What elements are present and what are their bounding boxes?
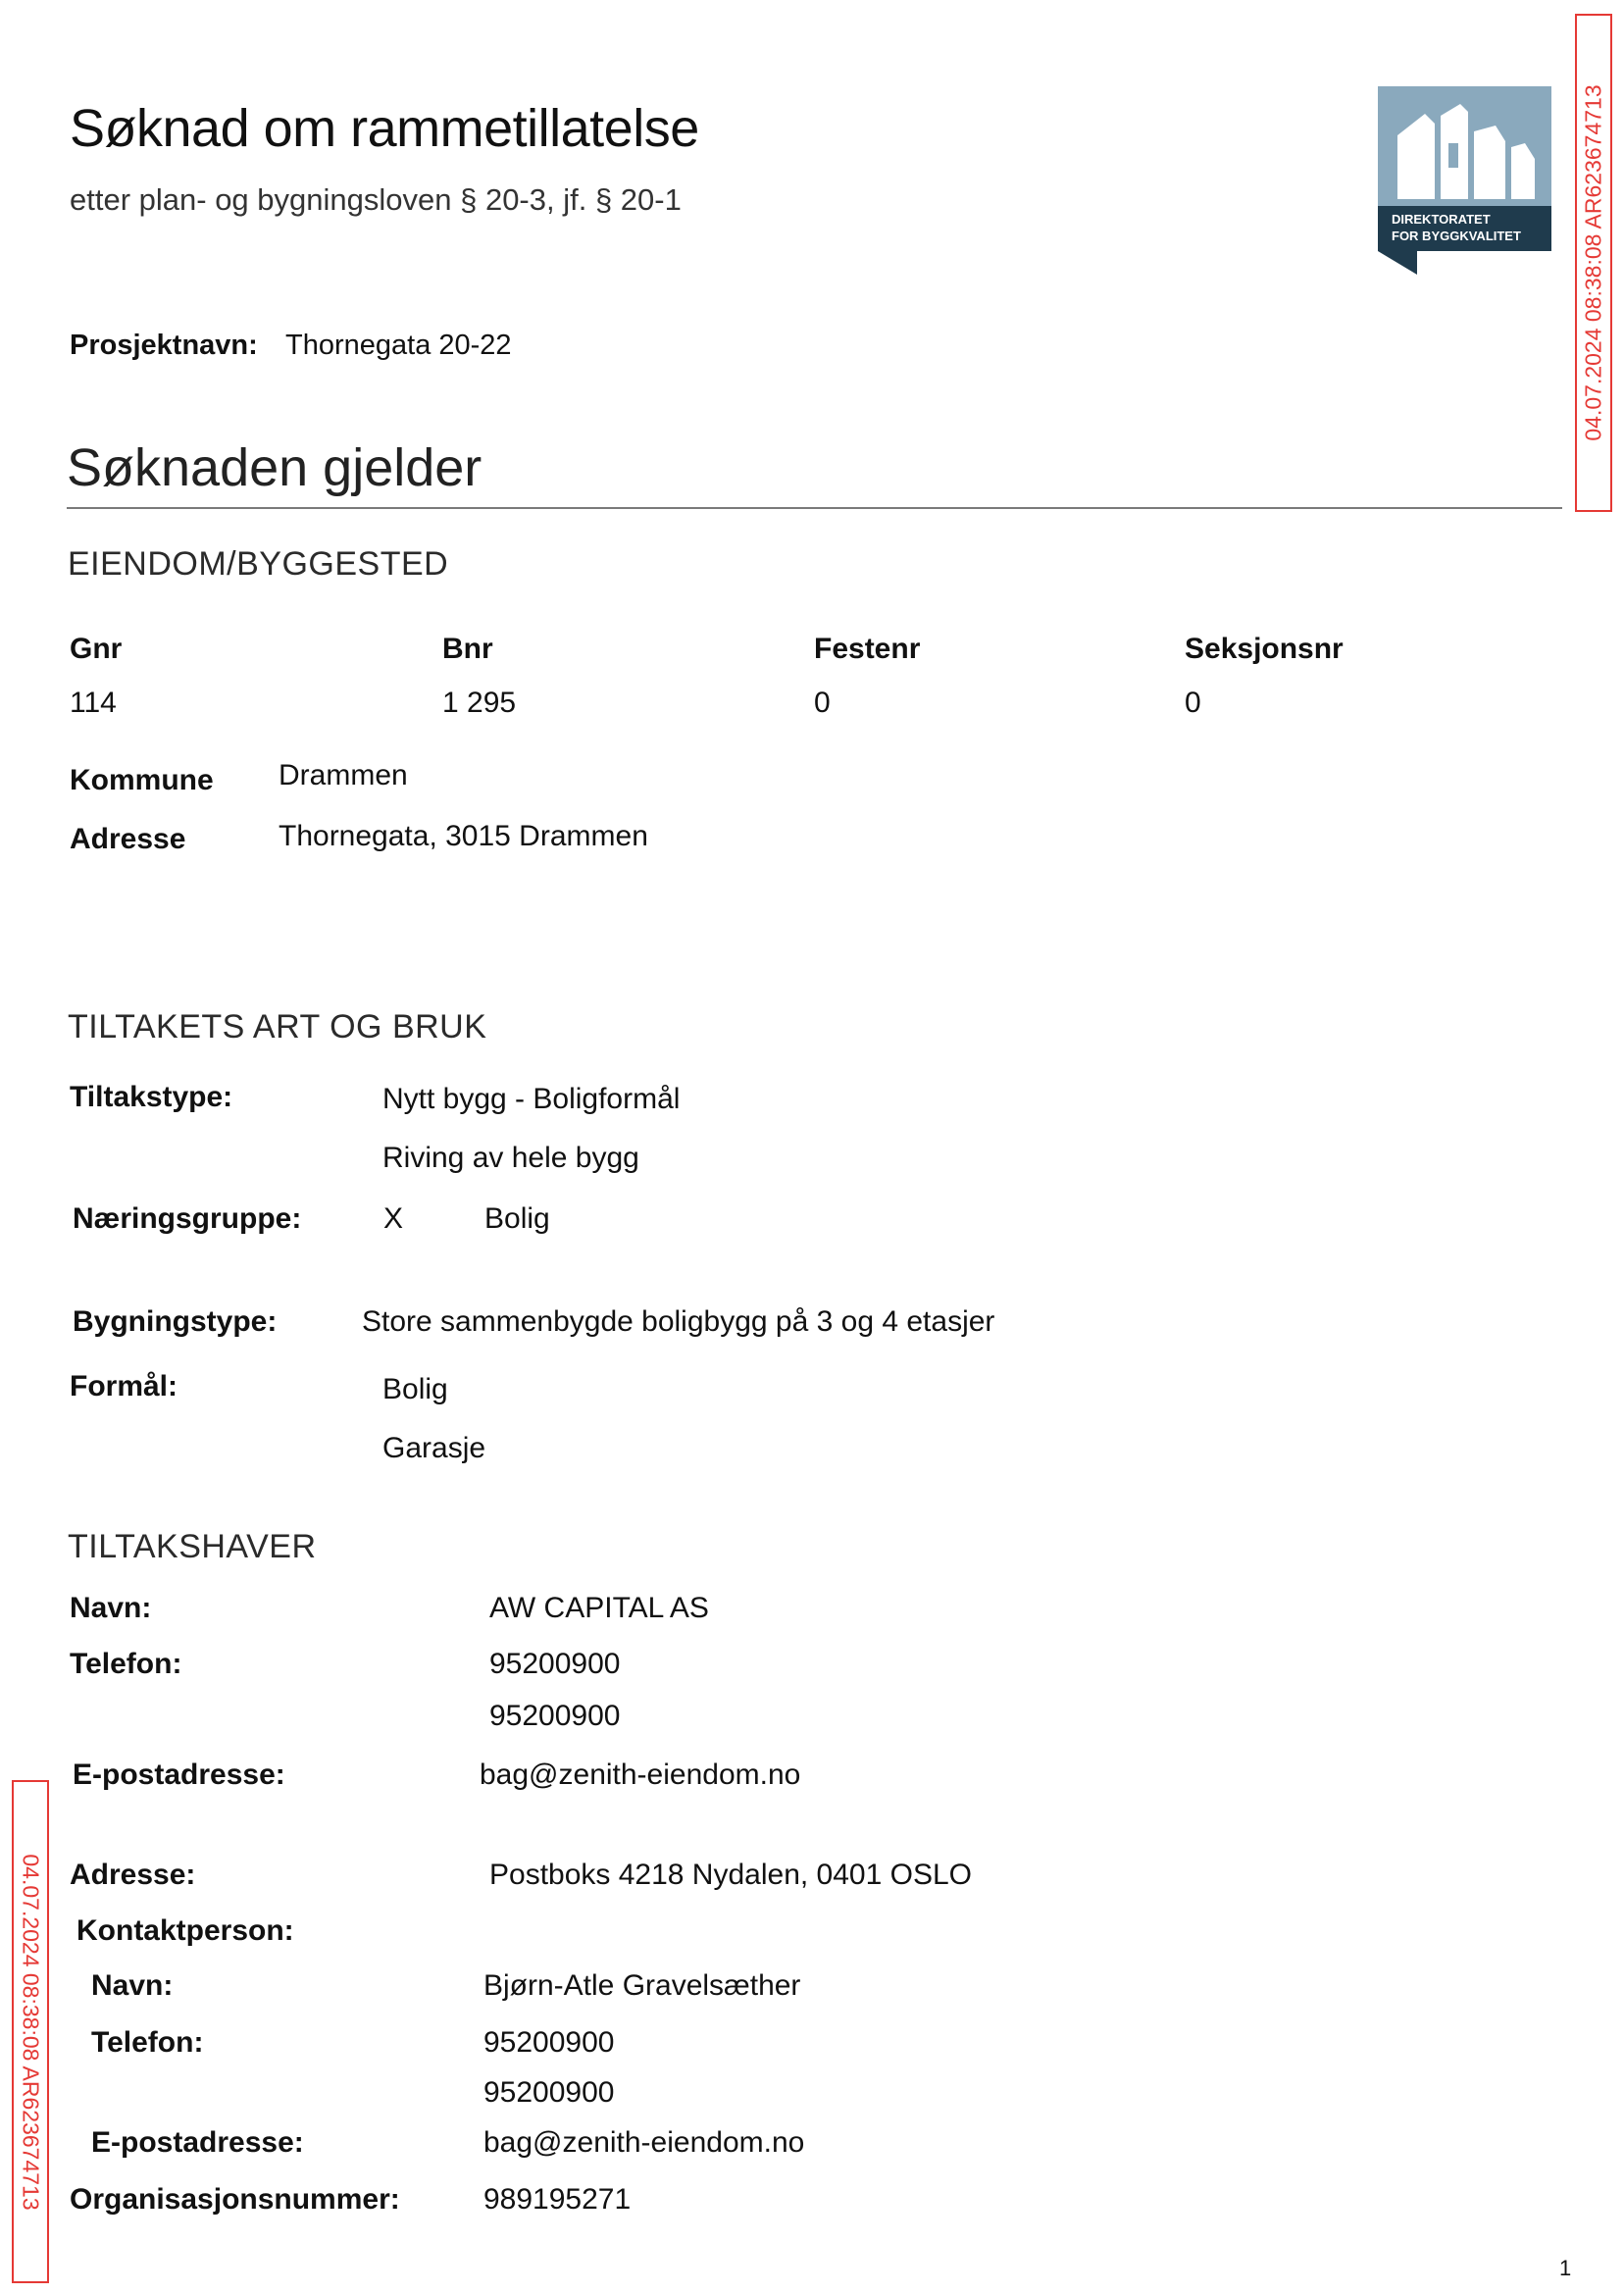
telefon-label: Telefon: (70, 1648, 182, 1680)
bygningstype-label: Bygningstype: (73, 1305, 278, 1338)
timestamp-stamp-top (1575, 14, 1612, 512)
document-subtitle: etter plan- og bygningsloven § 20-3, jf. § 20-1 (70, 182, 682, 217)
kontakt-navn-label: Navn: (91, 1969, 174, 2002)
tiltakstype-value-2: Riving av hele bygg (382, 1142, 639, 1174)
kontakt-epost-label: E-postadresse: (91, 2126, 304, 2159)
kontakt-telefon-label: Telefon: (91, 2026, 204, 2059)
tiltakshaver-adresse-value: Postboks 4218 Nydalen, 0401 OSLO (489, 1859, 972, 1891)
section-title: Søknaden gjelder (67, 438, 482, 497)
kommune-label: Kommune (70, 764, 214, 796)
tiltakstype-label: Tiltakstype: (70, 1081, 233, 1113)
tiltakshaver-adresse-label: Adresse: (70, 1859, 196, 1891)
orgnr-value: 989195271 (483, 2183, 632, 2216)
bnr-label: Bnr (442, 633, 493, 665)
heading-tiltak: TILTAKETS ART OG BRUK (68, 1008, 487, 1045)
adresse-value: Thornegata, 3015 Drammen (279, 820, 648, 852)
kontakt-telefon-value-2: 95200900 (483, 2076, 615, 2109)
telefon-value-2: 95200900 (489, 1700, 621, 1732)
building-logo-icon (1378, 86, 1551, 275)
adresse-label: Adresse (70, 823, 186, 855)
kontakt-navn-value: Bjørn-Atle Gravelsæther (483, 1969, 801, 2002)
stamp-text-left: 04.07.2024 08:38:08 AR623674713 (18, 1853, 44, 2211)
festenr-label: Festenr (814, 633, 921, 665)
bygningstype-value: Store sammenbygde boligbygg på 3 og 4 etasjer (362, 1305, 995, 1338)
navn-label: Navn: (70, 1592, 152, 1624)
formal-value-2: Garasje (382, 1432, 486, 1464)
epost-label: E-postadresse: (73, 1759, 285, 1791)
orgnr-label: Organisasjonsnummer: (70, 2183, 400, 2216)
heading-eiendom: EIENDOM/BYGGESTED (68, 545, 449, 583)
kontakt-telefon-value-1: 95200900 (483, 2026, 615, 2059)
formal-value-1: Bolig (382, 1373, 448, 1405)
kontaktperson-label: Kontaktperson: (76, 1914, 294, 1947)
project-name-value: Thornegata 20-22 (285, 330, 512, 361)
timestamp-stamp-left (12, 1780, 49, 2283)
stamp-text-top: 04.07.2024 08:38:08 AR623674713 (1580, 84, 1606, 441)
kontakt-epost-value: bag@zenith-eiendom.no (483, 2126, 805, 2159)
naeringsgruppe-label: Næringsgruppe: (73, 1202, 302, 1235)
epost-value: bag@zenith-eiendom.no (480, 1759, 801, 1791)
logo-text-line1: DIREKTORATET (1392, 212, 1491, 227)
festenr-value: 0 (814, 687, 831, 719)
telefon-value-1: 95200900 (489, 1648, 621, 1680)
gnr-label: Gnr (70, 633, 123, 665)
kommune-value: Drammen (279, 759, 408, 791)
section-divider (67, 507, 1562, 509)
heading-tiltakshaver: TILTAKSHAVER (68, 1528, 317, 1565)
tiltakstype-value-1: Nytt bygg - Boligformål (382, 1083, 681, 1115)
dibk-logo (1378, 86, 1551, 275)
project-name-label: Prosjektnavn: (70, 330, 258, 361)
bnr-value: 1 295 (442, 687, 517, 719)
navn-value: AW CAPITAL AS (489, 1592, 709, 1624)
gnr-value: 114 (70, 687, 117, 719)
naeringsgruppe-code: X (383, 1202, 404, 1235)
page-number: 1 (1559, 2256, 1572, 2280)
formal-label: Formål: (70, 1370, 178, 1402)
naeringsgruppe-value: Bolig (484, 1202, 550, 1235)
logo-text-line2: FOR BYGGKVALITET (1392, 229, 1521, 243)
seksjonsnr-label: Seksjonsnr (1185, 633, 1344, 665)
seksjonsnr-value: 0 (1185, 687, 1201, 719)
document-title: Søknad om rammetillatelse (70, 99, 699, 158)
